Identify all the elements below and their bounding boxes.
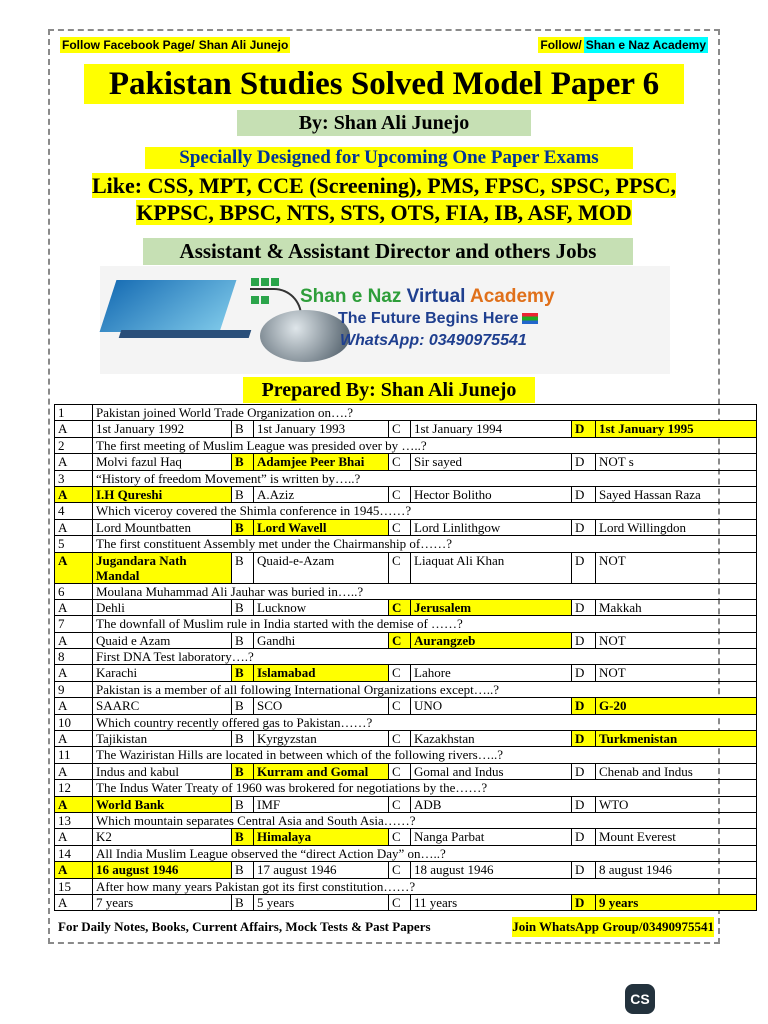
camscanner-logo-icon: CS xyxy=(625,984,655,1014)
question-row xyxy=(55,714,757,730)
option-letter-a: A xyxy=(55,796,93,812)
question-row xyxy=(55,503,757,519)
option-c: Kazakhstan xyxy=(411,731,572,747)
options-row xyxy=(55,486,757,502)
option-d: NOT xyxy=(596,665,757,681)
option-b: IMF xyxy=(254,796,389,812)
options-row xyxy=(55,862,757,878)
option-b: Quaid-e-Azam xyxy=(254,552,389,583)
option-letter-c: C xyxy=(389,421,411,437)
question-text: Pakistan is a member of all following International Organizations except…..? xyxy=(93,681,757,697)
option-letter-d: D xyxy=(572,796,596,812)
exams-list xyxy=(54,172,714,226)
option-letter-b: B xyxy=(232,894,254,910)
option-letter-a: A xyxy=(55,829,93,845)
option-letter-a: A xyxy=(55,421,93,437)
options-row xyxy=(55,519,757,535)
option-letter-c: C xyxy=(389,829,411,845)
question-text: Moulana Muhammad Ali Jauhar was buried in…..? xyxy=(93,583,757,599)
footer-bar xyxy=(54,917,716,937)
options-row xyxy=(55,763,757,779)
correct-answer: Turkmenistan xyxy=(596,731,757,747)
tagline-text: The Future Begins Here xyxy=(338,310,519,327)
option-a: Lord Mountbatten xyxy=(93,519,232,535)
option-c: Lord Linlithgow xyxy=(411,519,572,535)
option-letter-a: A xyxy=(55,486,93,502)
footer-text: For Daily Notes, Books, Current Affairs, Mock Tests & Past Papers xyxy=(58,919,431,934)
option-letter-d: D xyxy=(572,862,596,878)
books-icon xyxy=(522,313,538,324)
option-d: Chenab and Indus xyxy=(596,763,757,779)
option-letter-d: D xyxy=(572,454,596,470)
header-bar xyxy=(60,36,708,56)
option-d: NOT xyxy=(596,552,757,583)
option-a: 7 years xyxy=(93,894,232,910)
option-a: K2 xyxy=(93,829,232,845)
option-letter-b: B xyxy=(232,454,254,470)
question-row xyxy=(55,470,757,486)
option-b: 5 years xyxy=(254,894,389,910)
option-a: Quaid e Azam xyxy=(93,632,232,648)
option-letter-c: C xyxy=(389,763,411,779)
option-letter-b: B xyxy=(232,731,254,747)
exams-line-2: KPPSC, BPSC, NTS, STS, OTS, FIA, IB, ASF, MOD xyxy=(136,200,632,225)
question-row xyxy=(55,780,757,796)
option-letter-c: C xyxy=(389,862,411,878)
question-number: 9 xyxy=(55,681,93,697)
option-a: Dehli xyxy=(93,599,232,615)
options-row xyxy=(55,665,757,681)
correct-answer: 16 august 1946 xyxy=(93,862,232,878)
option-letter-a: A xyxy=(55,599,93,615)
option-letter-b: B xyxy=(232,519,254,535)
question-row xyxy=(55,437,757,453)
question-text: The downfall of Muslim rule in India started with the demise of ……? xyxy=(93,616,757,632)
question-row xyxy=(55,681,757,697)
question-number: 13 xyxy=(55,812,93,828)
option-letter-a: A xyxy=(55,763,93,779)
option-a: Tajikistan xyxy=(93,731,232,747)
option-letter-b: B xyxy=(232,862,254,878)
option-letter-a: A xyxy=(55,552,93,583)
question-row xyxy=(55,536,757,552)
option-c: 11 years xyxy=(411,894,572,910)
question-row xyxy=(55,616,757,632)
option-letter-d: D xyxy=(572,698,596,714)
option-c: Gomal and Indus xyxy=(411,763,572,779)
option-letter-d: D xyxy=(572,665,596,681)
correct-answer: I.H Qureshi xyxy=(93,486,232,502)
option-a: Indus and kabul xyxy=(93,763,232,779)
option-letter-c: C xyxy=(389,599,411,615)
option-a: 1st January 1992 xyxy=(93,421,232,437)
author-line: By: Shan Ali Junejo xyxy=(237,110,531,136)
question-number: 2 xyxy=(55,437,93,453)
question-row xyxy=(55,405,757,421)
option-d: WTO xyxy=(596,796,757,812)
question-text: Which mountain separates Central Asia and South Asia……? xyxy=(93,812,757,828)
question-text: After how many years Pakistan got its first constitution……? xyxy=(93,878,757,894)
correct-answer: Jerusalem xyxy=(411,599,572,615)
option-letter-b: B xyxy=(232,599,254,615)
option-letter-d: D xyxy=(572,632,596,648)
correct-answer: Aurangzeb xyxy=(411,632,572,648)
question-number: 11 xyxy=(55,747,93,763)
option-letter-c: C xyxy=(389,632,411,648)
academy-tagline xyxy=(338,310,538,328)
options-row xyxy=(55,829,757,845)
option-letter-b: B xyxy=(232,796,254,812)
question-row xyxy=(55,747,757,763)
question-row xyxy=(55,812,757,828)
option-b: A.Aziz xyxy=(254,486,389,502)
option-a: Molvi fazul Haq xyxy=(93,454,232,470)
options-row xyxy=(55,552,757,583)
options-row xyxy=(55,599,757,615)
question-text: The Indus Water Treaty of 1960 was brokered for negotiations by the……? xyxy=(93,780,757,796)
option-letter-d: D xyxy=(572,486,596,502)
whatsapp-number: WhatsApp: 03490975541 xyxy=(340,332,527,349)
option-d: NOT xyxy=(596,632,757,648)
facebook-label: Follow Facebook Page/ xyxy=(62,38,195,52)
option-letter-a: A xyxy=(55,894,93,910)
question-text: Which viceroy covered the Shimla conference in 1945……? xyxy=(93,503,757,519)
question-number: 4 xyxy=(55,503,93,519)
option-letter-b: B xyxy=(232,763,254,779)
option-letter-a: A xyxy=(55,862,93,878)
option-d: Mount Everest xyxy=(596,829,757,845)
option-letter-c: C xyxy=(389,796,411,812)
option-c: UNO xyxy=(411,698,572,714)
correct-answer: 9 years xyxy=(596,894,757,910)
option-letter-c: C xyxy=(389,665,411,681)
option-letter-a: A xyxy=(55,632,93,648)
correct-answer: Islamabad xyxy=(254,665,389,681)
exams-line-1: Like: CSS, MPT, CCE (Screening), PMS, FPSC, SPSC, PPSC, xyxy=(91,173,677,198)
correct-answer: Kurram and Gomal xyxy=(254,763,389,779)
question-number: 7 xyxy=(55,616,93,632)
academy-follow[interactable] xyxy=(538,38,708,52)
academy-name xyxy=(300,286,555,308)
question-number: 3 xyxy=(55,470,93,486)
follow-name: Shan e Naz Academy xyxy=(585,38,706,52)
options-row xyxy=(55,894,757,910)
laptop-icon xyxy=(100,280,237,332)
question-number: 14 xyxy=(55,845,93,861)
jobs-line: Assistant & Assistant Director and others Jobs xyxy=(143,238,633,265)
academy-name-2: Virtual xyxy=(406,286,466,307)
page-title: Pakistan Studies Solved Model Paper 6 xyxy=(84,64,684,104)
option-letter-b: B xyxy=(232,698,254,714)
question-text: Pakistan joined World Trade Organization on….? xyxy=(93,405,757,421)
option-d: Sayed Hassan Raza xyxy=(596,486,757,502)
option-letter-c: C xyxy=(389,454,411,470)
academy-name-1: Shan e Naz xyxy=(300,286,402,307)
option-letter-d: D xyxy=(572,829,596,845)
option-letter-c: C xyxy=(389,698,411,714)
option-c: Lahore xyxy=(411,665,572,681)
correct-answer: Adamjee Peer Bhai xyxy=(254,454,389,470)
option-b: Lucknow xyxy=(254,599,389,615)
question-text: First DNA Test laboratory….? xyxy=(93,649,757,665)
option-letter-a: A xyxy=(55,454,93,470)
academy-banner xyxy=(100,266,670,374)
option-letter-c: C xyxy=(389,519,411,535)
facebook-follow[interactable] xyxy=(60,38,290,52)
follow-label: Follow/ xyxy=(540,38,582,52)
question-text: Which country recently offered gas to Pakistan……? xyxy=(93,714,757,730)
question-row xyxy=(55,878,757,894)
option-d: NOT s xyxy=(596,454,757,470)
question-row xyxy=(55,583,757,599)
subtitle: Specially Designed for Upcoming One Paper Exams xyxy=(145,147,633,169)
correct-answer: Himalaya xyxy=(254,829,389,845)
options-row xyxy=(55,632,757,648)
option-letter-d: D xyxy=(572,599,596,615)
option-letter-c: C xyxy=(389,486,411,502)
option-b: 17 august 1946 xyxy=(254,862,389,878)
option-b: Gandhi xyxy=(254,632,389,648)
option-letter-c: C xyxy=(389,731,411,747)
option-d: Lord Willingdon xyxy=(596,519,757,535)
option-letter-b: B xyxy=(232,665,254,681)
option-letter-b: B xyxy=(232,829,254,845)
computer-mouse-icon xyxy=(260,310,350,362)
option-c: Hector Bolitho xyxy=(411,486,572,502)
option-b: 1st January 1993 xyxy=(254,421,389,437)
option-letter-d: D xyxy=(572,731,596,747)
question-row xyxy=(55,649,757,665)
question-number: 5 xyxy=(55,536,93,552)
options-row xyxy=(55,796,757,812)
option-letter-b: B xyxy=(232,552,254,583)
option-letter-b: B xyxy=(232,632,254,648)
prepared-by: Prepared By: Shan Ali Junejo xyxy=(243,377,535,403)
option-letter-c: C xyxy=(389,894,411,910)
option-c: Liaquat Ali Khan xyxy=(411,552,572,583)
whatsapp-group-link[interactable]: Join WhatsApp Group/03490975541 xyxy=(512,917,714,937)
option-letter-b: B xyxy=(232,421,254,437)
option-c: Nanga Parbat xyxy=(411,829,572,845)
question-number: 10 xyxy=(55,714,93,730)
question-text: “History of freedom Movement” is written by…..? xyxy=(93,470,757,486)
option-letter-c: C xyxy=(389,552,411,583)
option-letter-d: D xyxy=(572,519,596,535)
option-letter-d: D xyxy=(572,763,596,779)
question-text: The Waziristan Hills are located in between which of the following rivers…..? xyxy=(93,747,757,763)
option-letter-d: D xyxy=(572,552,596,583)
option-letter-a: A xyxy=(55,519,93,535)
option-d: Makkah xyxy=(596,599,757,615)
question-number: 6 xyxy=(55,583,93,599)
option-c: 1st January 1994 xyxy=(411,421,572,437)
question-text: The first meeting of Muslim League was presided over by …..? xyxy=(93,437,757,453)
question-text: The first constituent Assembly met under the Chairmanship of……? xyxy=(93,536,757,552)
question-number: 8 xyxy=(55,649,93,665)
option-letter-a: A xyxy=(55,731,93,747)
question-number: 15 xyxy=(55,878,93,894)
correct-answer: 1st January 1995 xyxy=(596,421,757,437)
option-letter-b: B xyxy=(232,486,254,502)
question-row xyxy=(55,845,757,861)
options-row xyxy=(55,731,757,747)
option-c: Sir sayed xyxy=(411,454,572,470)
option-letter-d: D xyxy=(572,421,596,437)
option-b: Kyrgyzstan xyxy=(254,731,389,747)
option-c: 18 august 1946 xyxy=(411,862,572,878)
facebook-name: Shan Ali Junejo xyxy=(198,38,289,52)
option-a: Karachi xyxy=(93,665,232,681)
options-row xyxy=(55,698,757,714)
correct-answer: G-20 xyxy=(596,698,757,714)
options-row xyxy=(55,421,757,437)
mcq-table xyxy=(54,404,757,911)
option-a: SAARC xyxy=(93,698,232,714)
option-d: 8 august 1946 xyxy=(596,862,757,878)
question-number: 12 xyxy=(55,780,93,796)
options-row xyxy=(55,454,757,470)
option-c: ADB xyxy=(411,796,572,812)
option-letter-a: A xyxy=(55,698,93,714)
correct-answer: Jugandara Nath Mandal xyxy=(93,552,232,583)
option-b: SCO xyxy=(254,698,389,714)
laptop-base-icon xyxy=(119,330,252,338)
correct-answer: Lord Wavell xyxy=(254,519,389,535)
question-text: All India Muslim League observed the “direct Action Day” on…..? xyxy=(93,845,757,861)
academy-name-3: Academy xyxy=(470,286,555,307)
option-letter-d: D xyxy=(572,894,596,910)
option-letter-a: A xyxy=(55,665,93,681)
question-number: 1 xyxy=(55,405,93,421)
correct-answer: World Bank xyxy=(93,796,232,812)
